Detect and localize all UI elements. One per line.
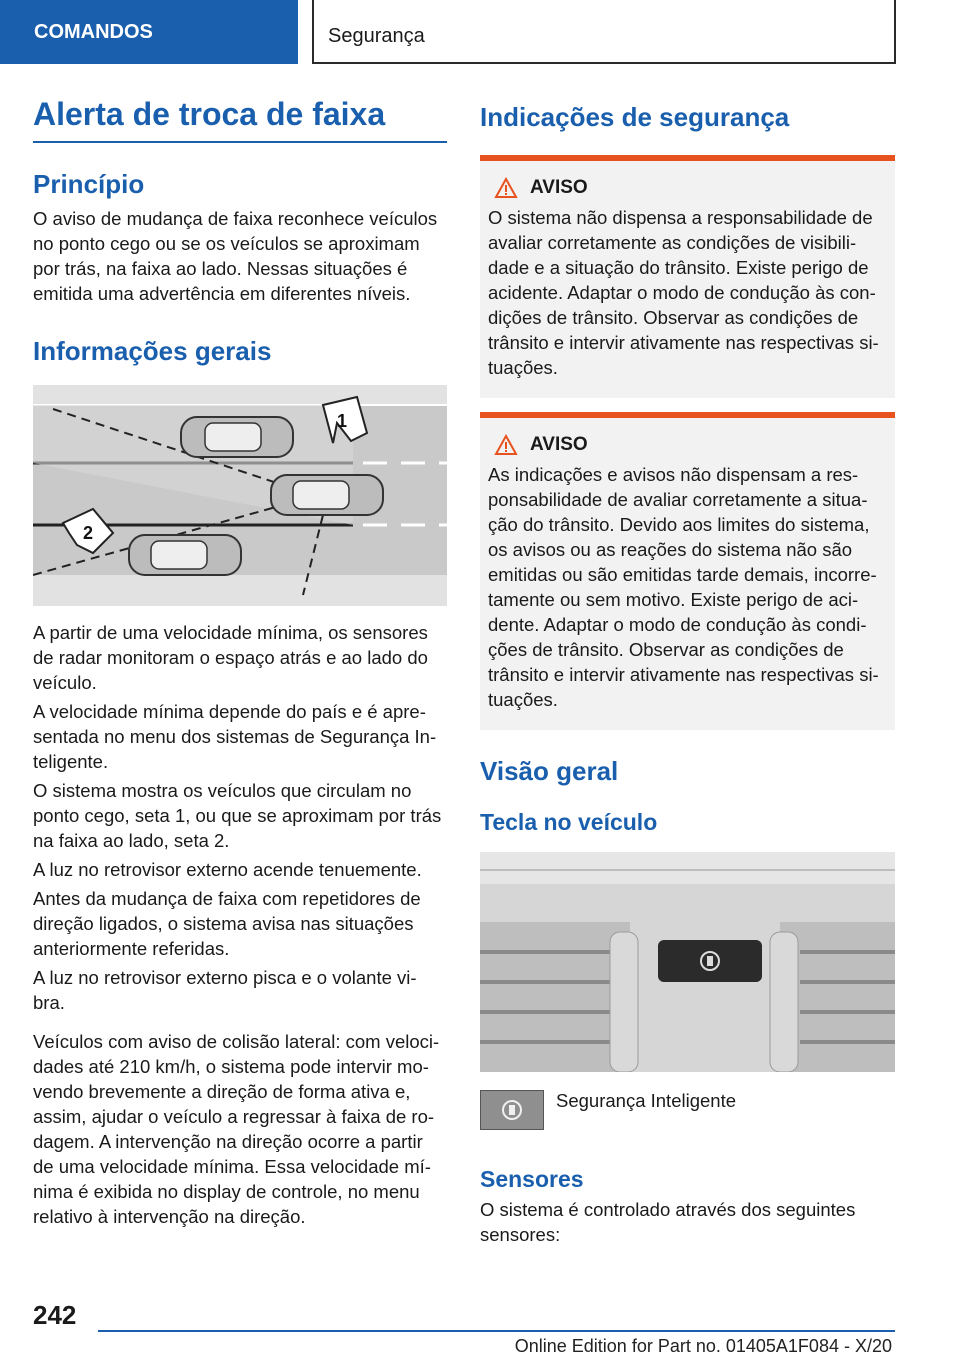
button-caption: Segurança Inteligente (556, 1090, 736, 1111)
sensors-text: O sistema é controlado através dos seguintes sensores: (480, 1199, 856, 1245)
warning-text: O sistema não dispensa a responsabilidade de avaliar corretamente as condições de visibili-dade e a situação do trânsito. Existe perigo de acidente. Adaptar o modo de condução às con-dições de trânsito. Observar as condições de trânsito e intervir ativamente nas respectivas si-tuações. (488, 207, 879, 378)
info-heading: Informações gerais (33, 336, 272, 366)
left-column (33, 96, 447, 1229)
svg-text:1: 1 (337, 411, 348, 431)
warning-header (488, 177, 889, 199)
car-approaching (129, 535, 241, 575)
warning-box-2 (480, 412, 895, 730)
paragraph: A luz no retrovisor externo pisca e o volante vi-bra. (33, 967, 417, 1013)
warning-label: AVISO (530, 434, 588, 455)
right-column (480, 96, 895, 1247)
button-legend (480, 1090, 895, 1130)
car-own (271, 475, 383, 515)
paragraph: A velocidade mínima depende do país e é apre-sentada no menu dos sistemas de Segurança In-teligente. (33, 701, 437, 772)
edition-note: Online Edition for Part no. 01405A1F084 - X/20 (514, 1336, 892, 1356)
chapter-tab: COMANDOS (0, 0, 298, 64)
warning-label: AVISO (530, 177, 588, 198)
footer-divider (98, 1330, 895, 1332)
page-number: 242 (33, 1300, 77, 1330)
warning-triangle-icon (494, 434, 518, 456)
intelligent-safety-button-icon (480, 1090, 544, 1130)
info-paragraphs (33, 620, 447, 1015)
paragraph: O sistema mostra os veículos que circulam no ponto cego, seta 1, ou que se aproximam por trás na faixa ao lado, seta 2. (33, 780, 442, 851)
paragraph: A luz no retrovisor externo acende tenuemente. (33, 859, 422, 880)
button-heading: Tecla no veículo (480, 809, 658, 835)
safety-heading: Indicações de segurança (480, 102, 790, 132)
warning-triangle-icon (494, 177, 518, 199)
page-title: Alerta de troca de faixa (33, 96, 447, 143)
svg-text:2: 2 (83, 523, 94, 543)
car-blindspot (181, 417, 293, 457)
road-diagram (33, 385, 447, 606)
warning-text: As indicações e avisos não dispensam a res-ponsabilidade de avaliar corretamente a situa-ção do trânsito. Devido aos limites do sistema, os avisos ou as reações do sistema não são emitidas ou são emitidas tarde demais, incorre-tamente ou sem motivo. Existe perigo de aci-dente. Adaptar o modo de condução às condi-ções de trânsito. Observar as condições de trânsito e intervir ativamente nas respectivas si-tuações. (488, 464, 879, 710)
dashboard-illustration (480, 852, 895, 1072)
side-collision-paragraph: Veículos com aviso de colisão lateral: com veloci-dades até 210 km/h, o sistema pode intervir mo-vendo brevemente a direção de forma ativa e, assim, ajudar o veículo a regressar à faixa de ro-dagem. A intervenção na direção ocorre a partir de uma velocidade mínima. Essa velocidade mí-nima é exibida no display de controle, no menu relativo à intervenção na direção. (33, 1031, 440, 1227)
lane-change-figure (33, 385, 447, 606)
section-title: Segurança (312, 0, 896, 64)
principio-text: O aviso de mudança de faixa reconhece veículos no ponto cego ou se os veículos se aproximam por trás, na faixa ao lado. Nessas situações é emitida uma advertência em diferentes níveis. (33, 208, 438, 304)
principio-heading: Princípio (33, 169, 145, 199)
overview-heading: Visão geral (480, 756, 619, 786)
warning-box-1 (480, 155, 895, 398)
paragraph: A partir de uma velocidade mínima, os sensores de radar monitoram o espaço atrás e ao lado do veículo. (33, 622, 428, 693)
dashboard-button-photo (480, 852, 895, 1072)
warning-header (488, 434, 889, 456)
sensors-heading: Sensores (480, 1166, 584, 1192)
paragraph: Antes da mudança de faixa com repetidores de direção ligados, o sistema avisa nas situações anteriormente referidas. (33, 888, 421, 959)
